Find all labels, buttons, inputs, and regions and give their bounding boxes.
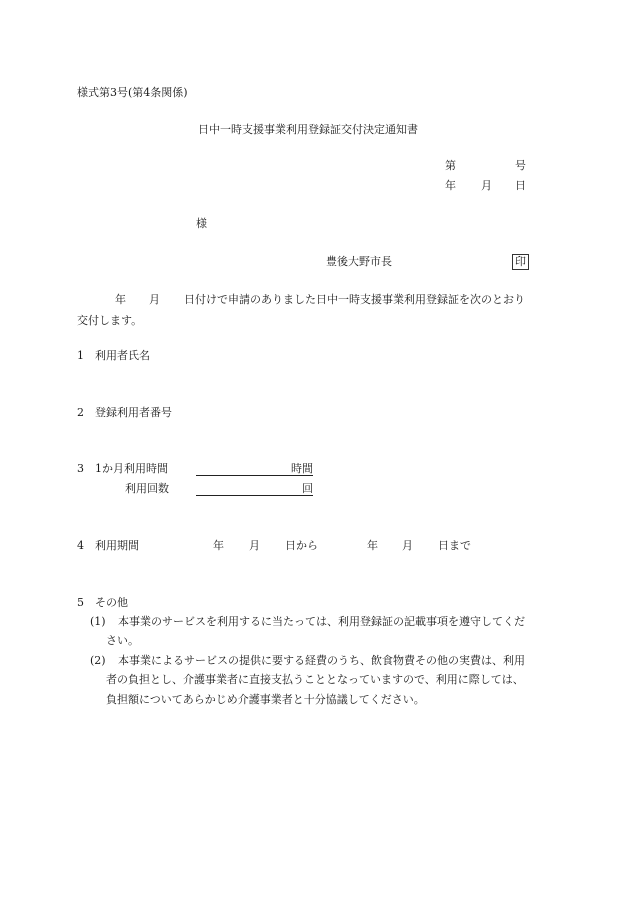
monthly-hours-label: 1か月利用時間 [95, 462, 168, 475]
intro-line-1: 日付けで申請のありました日中一時支援事業利用登録証を次のとおり [184, 293, 525, 306]
note-2-line-3: 負担額についてあらかじめ介護事業者と十分協議してください。 [106, 693, 425, 706]
period-end-day: 日まで [438, 539, 471, 552]
note-2-number: (2) [90, 654, 106, 667]
usage-count-unit: 回 [302, 482, 313, 495]
date-day: 日 [515, 179, 526, 192]
recipient-suffix: 様 [196, 217, 207, 230]
note-1-line-1: 本事業のサービスを利用するに当たっては、利用登録証の記載事項を遵守してくだ [118, 615, 525, 628]
item-3-number: 3 [77, 462, 84, 475]
item-2-number: 2 [77, 406, 84, 419]
date-year: 年 [445, 179, 456, 192]
note-2-line-2: 者の負担とし、介護事業者に直接支払うこととなっていますので、利用に際しては、 [106, 673, 524, 686]
period-end-year: 年 [367, 539, 378, 552]
period-end-month: 月 [402, 539, 413, 552]
form-number: 様式第3号(第4条関係) [77, 86, 188, 99]
monthly-hours-unit: 時間 [291, 462, 313, 475]
item-1-number: 1 [77, 349, 84, 362]
period-start-month: 月 [249, 539, 260, 552]
usage-count-label: 利用回数 [125, 482, 169, 495]
seal-mark [512, 254, 529, 270]
item-4-number: 4 [77, 539, 84, 552]
note-1-line-2: さい。 [106, 634, 139, 647]
item-1-label: 利用者氏名 [95, 349, 150, 362]
note-1-number: (1) [90, 615, 106, 628]
usage-count-underline [196, 495, 313, 496]
doc-number-suffix: 号 [515, 159, 526, 172]
document-title: 日中一時支援事業利用登録証交付決定通知書 [198, 123, 418, 136]
period-start-year: 年 [213, 539, 224, 552]
usage-period-label: 利用期間 [95, 539, 139, 552]
intro-year: 年 [115, 293, 126, 306]
note-2-line-1: 本事業によるサービスの提供に要する経費のうち、飲食物費その他の実費は、利用 [118, 654, 525, 667]
intro-month: 月 [149, 293, 160, 306]
date-month: 月 [481, 179, 492, 192]
other-label: その他 [95, 596, 128, 609]
monthly-hours-underline [196, 475, 313, 476]
doc-number-prefix: 第 [445, 159, 456, 172]
intro-line-2: 交付します。 [77, 314, 143, 327]
issuer-name: 豊後大野市長 [326, 255, 392, 268]
period-start-day: 日から [285, 539, 318, 552]
item-5-number: 5 [77, 596, 84, 609]
seal-label: 印 [512, 254, 529, 270]
item-2-label: 登録利用者番号 [95, 406, 172, 419]
